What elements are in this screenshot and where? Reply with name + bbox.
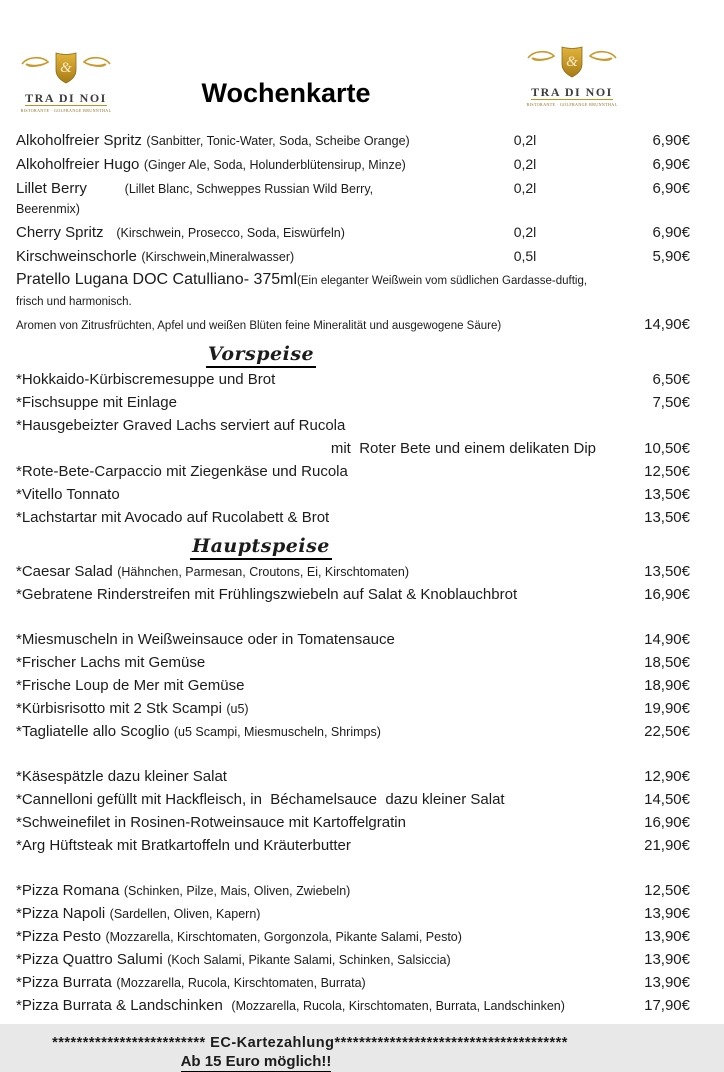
drink-row [16,244,690,268]
drink-size: 0,2l [513,131,537,148]
wine-row [16,268,690,313]
wine-description: Aromen von Zitrusfrüchten, Apfel und weißen Blüten feine Mineralität und ausgewogene Säure) [16,319,502,332]
item-price: 22,50€ [644,722,690,740]
drink-description: (Ginger Ale, Soda, Holunderblütensirup, Minze) [143,157,406,172]
drink-name: Lillet Berry [16,179,121,197]
svg-text:&: & [566,54,578,70]
drink-price: 5,90€ [652,247,690,265]
menu-item-row [16,811,690,834]
menu-item-row [16,902,690,925]
drink-size: 0,2l [513,223,537,240]
item-description: (u5 Scampi, Miesmuscheln, Shrimps) [173,724,381,739]
vorspeise-list [16,368,690,529]
item-name: *Kürbisrisotto mit 2 Stk Scampi [16,699,222,717]
item-name: *Pizza Burrata & Landschinken [16,996,227,1014]
item-name: *Gebratene Rinderstreifen mit Frühlingszwiebeln auf Salat & Knoblauchbrot [16,585,518,603]
item-description: (Sardellen, Oliven, Kapern) [109,906,261,921]
drink-name: Alkoholfreier Spritz [16,131,142,149]
logo-name: TRA DI NOI [25,91,107,105]
item-price: 12,50€ [644,462,690,480]
drink-row [16,152,690,176]
drink-size: 0,2l [513,155,537,172]
drink-row [16,176,690,220]
item-name: *Hokkaido-Kürbiscremesuppe und Brot [16,370,276,388]
menu-item-row [16,971,690,994]
item-price: 10,50€ [644,439,690,457]
item-price: 12,50€ [644,881,690,899]
item-price: 13,90€ [644,927,690,945]
menu-item-row [16,437,690,460]
menu-item-row [16,628,690,651]
item-name: mit Roter Bete und einem delikaten Dip [330,439,596,457]
menu-item-row [16,720,690,743]
drink-name: Alkoholfreier Hugo [16,155,140,173]
item-price: 14,90€ [644,630,690,648]
section-header-hauptspeise: Hauptspeise [16,535,506,557]
section-header-vorspeise: Vorspeise [16,343,506,365]
logo-name: TRA DI NOI [531,85,613,99]
item-price: 18,90€ [644,676,690,694]
menu-header [16,44,690,128]
wine-price: 14,90€ [644,315,690,333]
menu-item-row [16,460,690,483]
svg-text:&: & [60,60,72,76]
menu-item-row [16,925,690,948]
menu-item-row [16,651,690,674]
item-price: 18,50€ [644,653,690,671]
drink-row [16,128,690,152]
item-name: *Pizza Napoli [16,904,106,922]
menu-item-row [16,391,690,414]
drink-name: Cherry Spritz [16,223,112,241]
menu-item-row [16,994,690,1017]
item-name: *Lachstartar mit Avocado auf Rucolabett & Brot [16,508,330,526]
item-name: *Hausgebeizter Graved Lachs serviert auf Rucola [16,416,346,434]
item-description: (u5) [226,701,249,716]
item-name: *Miesmuscheln in Weißweinsauce oder in Tomatensauce [16,630,395,648]
drink-row [16,220,690,244]
drinks-list [16,128,690,268]
item-description: (Schinken, Pilze, Mais, Oliven, Zwiebeln) [123,883,351,898]
drink-description: (Kirschwein, Prosecco, Soda, Eiswürfeln) [116,225,345,240]
drink-description: (Sanbitter, Tonic-Water, Soda, Scheibe Orange) [146,133,410,148]
menu-item-row [16,879,690,902]
item-name: *Rote-Bete-Carpaccio mit Ziegenkäse und Rucola [16,462,348,480]
drink-description: (Kirschwein,Mineralwasser) [141,249,295,264]
payment-label: EC-Kartezahlung [210,1035,335,1051]
menu-item-row [16,788,690,811]
item-description: (Mozzarella, Kirschtomaten, Gorgonzola, Pikante Salami, Pesto) [105,929,462,944]
item-price: 6,50€ [652,370,690,388]
item-name: *Pizza Romana [16,881,120,899]
item-price: 16,90€ [644,813,690,831]
item-price: 13,50€ [644,485,690,503]
item-name: *Schweinefilet in Rosinen-Rotweinsauce mit Kartoffelgratin [16,813,406,831]
item-description: (Koch Salami, Pikante Salami, Schinken, Salsiccia) [167,952,451,967]
drink-price: 6,90€ [652,179,690,197]
drink-price: 6,90€ [652,131,690,149]
item-price: 7,50€ [652,393,690,411]
menu-item-row [16,765,690,788]
menu-item-row [16,506,690,529]
item-name: *Vitello Tonnato [16,485,120,503]
item-price: 13,50€ [644,562,690,580]
item-price: 17,90€ [644,996,690,1014]
wine-row [16,313,690,337]
item-price: 16,90€ [644,585,690,603]
item-name: *Tagliatelle allo Scoglio [16,722,170,740]
menu-item-row [16,414,690,437]
wine-name: Pratello Lugana DOC Catulliano- 375ml [16,270,298,288]
item-price: 21,90€ [644,836,690,854]
item-description: (Mozzarella, Rucola, Kirschtomaten, Burrata) [116,975,366,990]
item-price: 13,90€ [644,904,690,922]
item-name: *Pizza Quattro Salumi [16,950,163,968]
menu-item-row [16,483,690,506]
menu-item-row [16,560,690,583]
item-description: (Hähnchen, Parmesan, Croutons, Ei, Kirschtomaten) [117,564,409,579]
wine-description: (Ein eleganter Weißwein vom südlichen Gardasse-duftig, frisch und harmonisch. [16,274,588,308]
drink-description: (Lillet Blanc, Schweppes Russian Wild Berry, Beerenmix) [16,181,374,216]
page-title: Wochenkarte [201,78,371,108]
menu-item-row [16,834,690,857]
item-price: 13,90€ [644,950,690,968]
item-name: *Käsespätzle dazu kleiner Salat [16,767,227,785]
drink-price: 6,90€ [652,155,690,173]
item-name: *Cannelloni gefüllt mit Hackfleisch, in Béchamelsauce dazu kleiner Salat [16,790,505,808]
item-price: 13,90€ [644,973,690,991]
item-price: 12,90€ [644,767,690,785]
drink-name: Kirschweinschorle [16,247,137,265]
item-name: *Caesar Salad [16,562,113,580]
item-name: *Pizza Pesto [16,927,102,945]
logo-crest-icon [524,44,620,78]
wine-block [16,268,690,337]
item-name: *Frischer Lachs mit Gemüse [16,653,206,671]
menu-item-row [16,368,690,391]
footer [16,1035,604,1070]
item-name: *Fischsuppe mit Einlage [16,393,177,411]
item-price: 13,50€ [644,508,690,526]
payment-minimum: Ab 15 Euro möglich!! [180,1053,332,1070]
item-price: 19,90€ [644,699,690,717]
menu-item-row [16,697,690,720]
drink-size: 0,5l [513,247,537,264]
payment-notice: ************************* EC-Kartezahlung************************************** [52,1035,568,1051]
drink-price: 6,90€ [652,223,690,241]
menu-item-row [16,674,690,697]
menu-item-row [16,583,690,606]
logo-tagline: RISTORANTE · GOLFRANGE BRUNNTHAL [20,108,112,113]
item-price: 14,50€ [644,790,690,808]
menu-item-row [16,948,690,971]
logo-tagline: RISTORANTE · GOLFRANGE BRUNNTHAL [526,102,618,107]
item-name: *Arg Hüftsteak mit Bratkartoffeln und Kräuterbutter [16,836,351,854]
item-description: (Mozzarella, Rucola, Kirschtomaten, Burrata, Landschinken) [231,998,565,1013]
item-name: *Pizza Burrata [16,973,112,991]
drink-size: 0,2l [513,179,537,196]
item-name: *Frische Loup de Mer mit Gemüse [16,676,245,694]
hauptspeise-list [16,560,690,1017]
